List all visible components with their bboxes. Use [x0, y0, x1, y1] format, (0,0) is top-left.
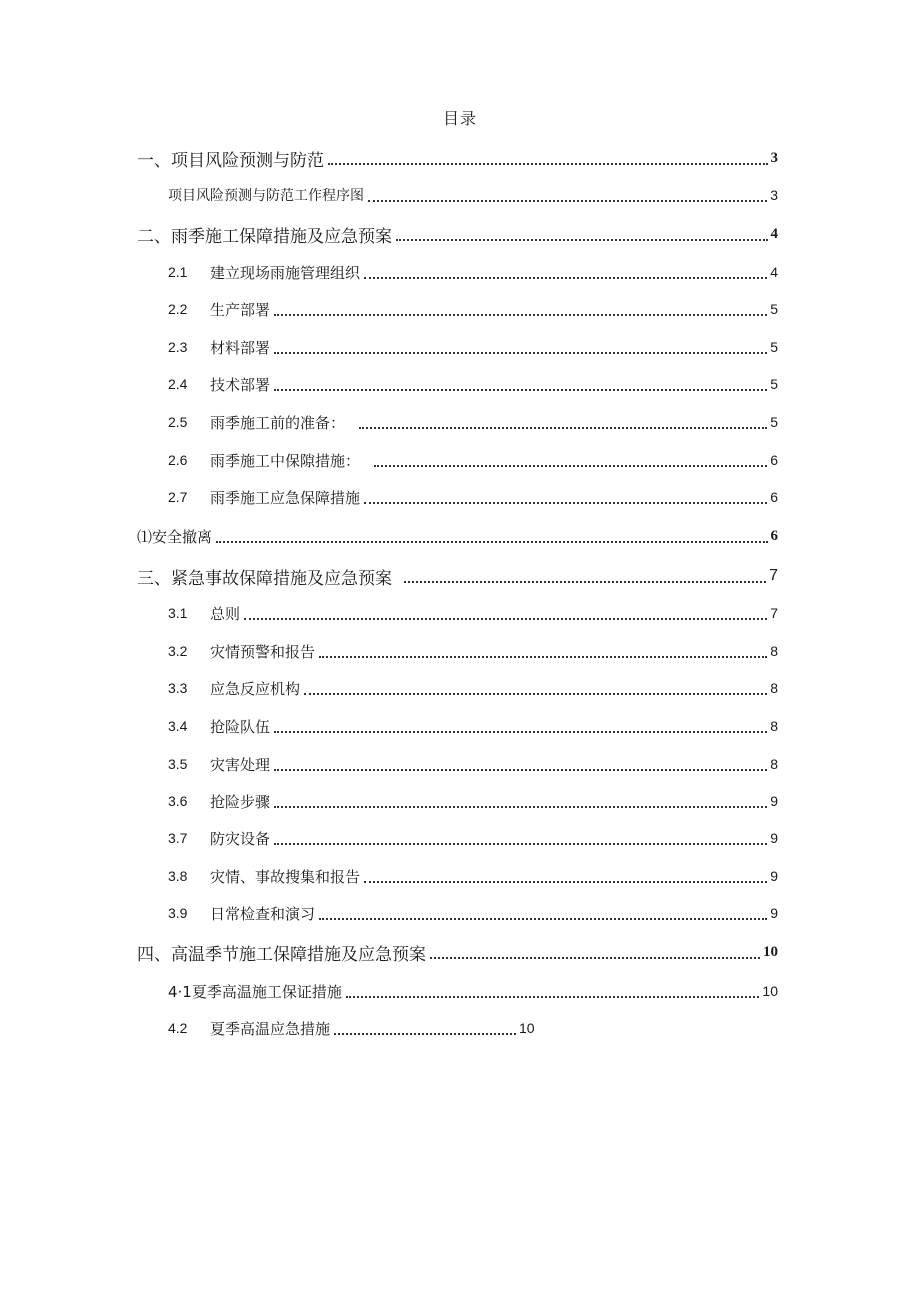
toc-entry-number: 3.5 [168, 756, 188, 772]
toc-entry-page: 10 [762, 983, 778, 999]
toc-entry-label: 项目风险预测与防范工作程序图 [168, 188, 364, 204]
toc-leader-dots [404, 565, 766, 583]
toc-entry[interactable] [137, 524, 778, 548]
toc-entry-label: 一、项目风险预测与防范 [137, 150, 324, 171]
toc-entry-number: 3.9 [168, 905, 188, 921]
toc-entry-label: 防灾设备 [210, 829, 271, 848]
toc-entry[interactable] [168, 1016, 558, 1040]
toc-leader-dots [396, 223, 768, 241]
toc-entry-number: 3.7 [168, 830, 188, 846]
toc-entry-number: 2.5 [168, 414, 188, 430]
toc-entry-label: ⑴安全撤离 [137, 527, 213, 546]
toc-entry-page: 9 [770, 830, 778, 846]
toc-entry-page: 6 [770, 489, 778, 505]
toc-entry-label: 抢险步骤 [210, 792, 271, 811]
toc-entry-label: 建立现场雨施管理组织 [210, 263, 361, 282]
toc-entry-page: 4 [770, 225, 778, 242]
toc-entry[interactable] [168, 335, 778, 359]
toc-leader-dots [364, 261, 767, 279]
toc-entry-page: 8 [770, 643, 778, 659]
toc-entry-page: 9 [770, 868, 778, 884]
toc-entry-label: 雨季施工中保隙措施： [210, 451, 361, 470]
toc-leader-dots [304, 677, 767, 695]
toc-entry-label: 夏季高温应急措施 [210, 1019, 331, 1038]
toc-entry-page: 3 [770, 187, 778, 203]
toc-entry-page: 9 [770, 905, 778, 921]
toc-entry-page: 7 [770, 605, 778, 621]
toc-entry[interactable] [168, 260, 778, 284]
toc-entry-page: 8 [770, 718, 778, 734]
toc-entry[interactable] [168, 714, 778, 738]
toc-entry-number: 2.3 [168, 339, 188, 355]
toc-leader-dots [364, 865, 767, 883]
toc-entry-label: 抢险队伍 [210, 717, 271, 736]
toc-entry[interactable] [168, 901, 778, 925]
toc-entry-number: 3.4 [168, 718, 188, 734]
toc-leader-dots [244, 602, 767, 620]
toc-entry[interactable] [168, 448, 778, 472]
toc-entry-label: 材料部署 [210, 338, 271, 357]
toc-entry-label: 雨季施工应急保障措施 [210, 488, 361, 507]
toc-leader-dots [364, 486, 767, 504]
toc-leader-dots [334, 1017, 516, 1035]
toc-entry-page: 5 [770, 339, 778, 355]
toc-leader-dots [328, 147, 768, 165]
toc-leader-dots [274, 827, 767, 845]
toc-leader-dots [274, 336, 767, 354]
toc-entry[interactable] [168, 864, 778, 888]
toc-entry-number: 2.6 [168, 452, 188, 468]
toc-entry-label: 灾情、事故搜集和报告 [210, 867, 361, 886]
toc-entry-label: 四、高温季节施工保障措施及应急预案 [137, 944, 426, 965]
toc-leader-dots [274, 790, 767, 808]
toc-entry-label: 日常检查和演习 [210, 904, 316, 923]
toc-entry[interactable] [137, 222, 778, 246]
toc-entry[interactable] [168, 372, 778, 396]
toc-entry-number: 2.4 [168, 376, 188, 392]
toc-leader-dots [216, 525, 767, 543]
toc-entry-number: 3.1 [168, 605, 188, 621]
toc-entry-label: 总则 [210, 604, 241, 623]
toc-entry[interactable] [168, 789, 778, 813]
toc-entry[interactable] [168, 601, 778, 625]
toc-leader-dots [359, 411, 767, 429]
toc-entry-page: 10 [763, 943, 778, 960]
toc-entry-page: 6 [770, 452, 778, 468]
toc-entry[interactable] [168, 183, 778, 207]
toc-entry[interactable] [168, 639, 778, 663]
toc-leader-dots [374, 449, 767, 467]
toc-entry-number: 3.8 [168, 868, 188, 884]
toc-entry-number: 2.7 [168, 489, 188, 505]
toc-leader-dots [274, 753, 767, 771]
toc-entry-page: 3 [770, 149, 778, 166]
toc-entry-number: 3.2 [168, 643, 188, 659]
toc-leader-dots [274, 373, 767, 391]
toc-leader-dots [274, 715, 767, 733]
toc-entry-page: 5 [770, 301, 778, 317]
toc-entry-label: 生产部署 [210, 300, 271, 319]
toc-entry-page: 4 [770, 264, 778, 280]
toc-entry-label: 应急反应机构 [210, 679, 301, 698]
toc-entry-number: 4.2 [168, 1020, 188, 1036]
toc-title: 目录 [442, 109, 477, 128]
toc-leader-dots [319, 640, 767, 658]
toc-entry-page: 9 [770, 793, 778, 809]
toc-entry-label: 三、紧急事故保障措施及应急预案 [137, 568, 392, 589]
toc-entry-number: 2.2 [168, 301, 188, 317]
toc-entry-page: 6 [770, 527, 778, 544]
toc-entry[interactable] [168, 410, 778, 434]
toc-entry[interactable] [168, 826, 778, 850]
toc-entry[interactable] [168, 979, 778, 1003]
toc-leader-dots [346, 980, 760, 998]
toc-entry-page: 8 [770, 756, 778, 772]
toc-entry-label: 灾害处理 [210, 755, 271, 774]
toc-entry-page: 7 [769, 567, 778, 584]
toc-entry-page: 10 [519, 1020, 535, 1036]
toc-leader-dots [368, 184, 767, 202]
toc-entry[interactable] [137, 564, 778, 588]
toc-entry[interactable] [168, 485, 778, 509]
toc-entry-page: 5 [770, 376, 778, 392]
toc-entry[interactable] [168, 676, 778, 700]
toc-entry-page: 5 [770, 414, 778, 430]
toc-entry-number: 3.3 [168, 680, 188, 696]
toc-entry-number: 2.1 [168, 264, 188, 280]
toc-entry-label: 技术部署 [210, 375, 271, 394]
toc-entry-label: 4·1夏季高温施工保证措施 [168, 982, 342, 1001]
toc-leader-dots [430, 941, 760, 959]
toc-entry-label: 灾情预警和报告 [210, 642, 316, 661]
toc-leader-dots [319, 902, 767, 920]
toc-entry-page: 8 [770, 680, 778, 696]
toc-entry[interactable] [168, 752, 778, 776]
toc-entry[interactable] [137, 940, 778, 964]
toc-entry-number: 3.6 [168, 793, 188, 809]
toc-entry[interactable] [137, 146, 778, 170]
toc-entry-label: 雨季施工前的准备： [210, 413, 346, 432]
toc-entry-label: 二、雨季施工保障措施及应急预案 [137, 226, 392, 247]
toc-leader-dots [274, 298, 767, 316]
toc-entry[interactable] [168, 297, 778, 321]
